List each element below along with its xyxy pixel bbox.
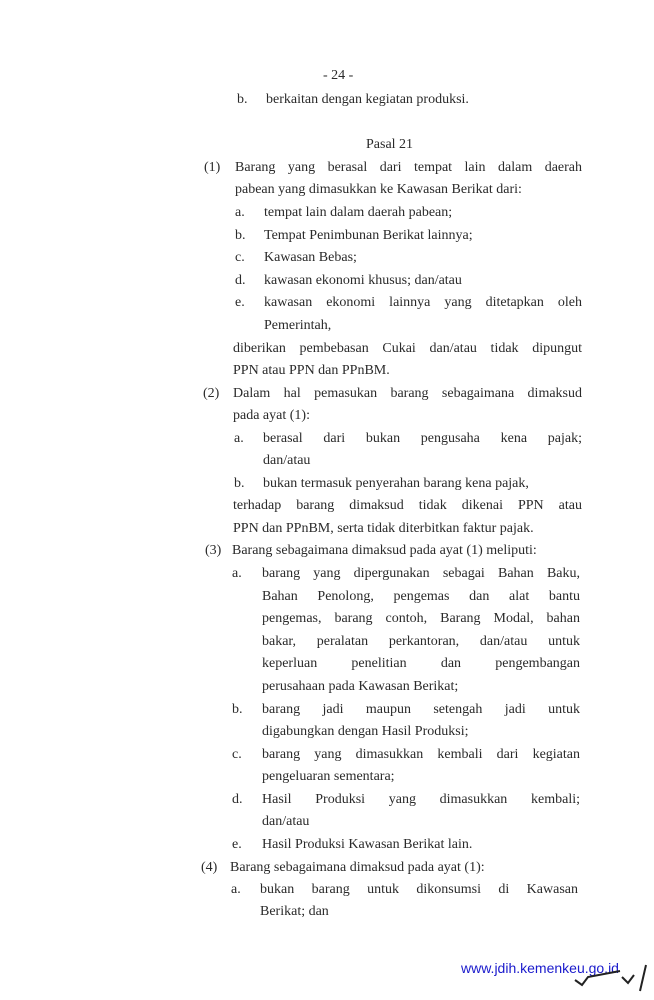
paragraph-number: (1) (204, 160, 221, 175)
item-label: d. (235, 273, 246, 288)
paragraph-text: terhadap barang dimaksud tidak dikenai PPN atau (233, 498, 582, 513)
article-heading: Pasal 21 (366, 137, 414, 152)
item-text: bukan barang untuk dikonsumsi di Kawasan (260, 882, 578, 897)
item-label: d. (232, 792, 243, 807)
paragraph-number: (4) (201, 860, 218, 875)
item-label: a. (235, 205, 245, 220)
item-text: perusahaan pada Kawasan Berikat; (262, 679, 459, 694)
item-text: dan/atau (262, 814, 310, 829)
item-text: tempat lain dalam daerah pabean; (264, 205, 453, 220)
paragraph-text: diberikan pembebasan Cukai dan/atau tidak dipungut (233, 341, 582, 356)
item-text: digabungkan dengan Hasil Produksi; (262, 724, 469, 739)
item-text: Bahan Penolong, pengemas dan alat bantu (262, 589, 580, 604)
item-text: Pemerintah, (264, 318, 332, 333)
paraf-signature-icon (560, 955, 650, 995)
item-text: bukan termasuk penyerahan barang kena pajak, (263, 476, 529, 491)
item-label: a. (234, 431, 244, 446)
paragraph-text: Barang yang berasal dari tempat lain dalam daerah (235, 160, 582, 175)
item-text: kawasan ekonomi lainnya yang ditetapkan oleh (264, 295, 582, 310)
item-text: Tempat Penimbunan Berikat lainnya; (264, 228, 473, 243)
item-text: kawasan ekonomi khusus; dan/atau (264, 273, 462, 288)
paragraph-text: PPN atau PPN dan PPnBM. (233, 363, 390, 378)
paragraph-text: pabean yang dimasukkan ke Kawasan Berikat dari: (235, 182, 522, 197)
item-label: a. (232, 566, 242, 581)
footer-url[interactable]: www.jdih.kemenkeu.go.id (461, 960, 619, 976)
item-text: barang jadi maupun setengah jadi untuk (262, 702, 580, 717)
item-label: b. (237, 92, 248, 107)
item-text: dan/atau (263, 453, 311, 468)
item-label: c. (232, 747, 242, 762)
item-text: barang yang dimasukkan kembali dari kegiatan (262, 747, 580, 762)
item-text: berasal dari bukan pengusaha kena pajak; (263, 431, 582, 446)
item-label: c. (235, 250, 245, 265)
paragraph-number: (3) (205, 543, 222, 558)
page-number: - 24 - (323, 68, 354, 83)
item-text: Kawasan Bebas; (264, 250, 357, 265)
item-text: Berikat; dan (260, 904, 329, 919)
item-label: b. (232, 702, 243, 717)
item-text: pengeluaran sementara; (262, 769, 395, 784)
item-text: keperluan penelitian dan pengembangan (262, 656, 580, 671)
paragraph-text: Barang sebagaimana dimaksud pada ayat (1): (230, 860, 485, 875)
item-label: b. (235, 228, 246, 243)
item-text: berkaitan dengan kegiatan produksi. (266, 92, 469, 107)
paragraph-text: PPN dan PPnBM, serta tidak diterbitkan faktur pajak. (233, 521, 534, 536)
item-text: barang yang dipergunakan sebagai Bahan Baku, (262, 566, 580, 581)
paragraph-number: (2) (203, 386, 220, 401)
item-text: pengemas, barang contoh, Barang Modal, bahan (262, 611, 580, 626)
item-label: e. (235, 295, 245, 310)
paragraph-text: Barang sebagaimana dimaksud pada ayat (1) meliputi: (232, 543, 537, 558)
paragraph-text: pada ayat (1): (233, 408, 310, 423)
item-text: Hasil Produksi yang dimasukkan kembali; (262, 792, 580, 807)
item-label: a. (231, 882, 241, 897)
item-label: e. (232, 837, 242, 852)
item-label: b. (234, 476, 245, 491)
paragraph-text: Dalam hal pemasukan barang sebagaimana dimaksud (233, 386, 582, 401)
item-text: Hasil Produksi Kawasan Berikat lain. (262, 837, 473, 852)
item-text: bakar, peralatan perkantoran, dan/atau untuk (262, 634, 580, 649)
